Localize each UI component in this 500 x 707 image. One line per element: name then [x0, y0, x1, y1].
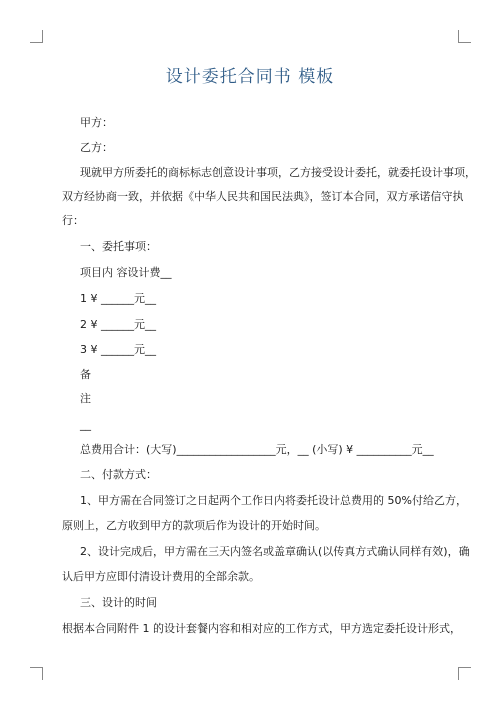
document-title: 设计委托合同书 模板	[165, 67, 335, 87]
blank-line: __	[80, 418, 91, 431]
item-header: 项目内 容设计费__	[80, 266, 172, 279]
intro-paragraph-line: 现就甲方所委托的商标标志创意设计事项，乙方接受设计委托，就委托设计事项，	[80, 166, 476, 179]
section-heading-commission: 一、委托事项：	[80, 240, 157, 253]
intro-paragraph-line: 双方经协商一致，并依据《中华人民共和国民法典》，签订本合同，双方承诺信守执	[62, 190, 464, 203]
payment-clause-line: 认后甲方应即付清设计费用的全部余款。	[62, 570, 260, 583]
item-row: 3 ¥ ______元__	[80, 343, 156, 356]
payment-clause-line: 原则上，乙方收到甲方的款项后作为设计的开始时间。	[62, 519, 326, 532]
corner-mark-bottom-right	[458, 667, 471, 680]
total-fee-line: 总费用合计：(大写)__________________元，__ (小写) ¥ __________元__	[80, 443, 434, 456]
intro-paragraph-line: 行：	[62, 214, 84, 227]
payment-clause-line: 2、设计完成后，甲方需在三天内签名或盖章确认(以传真方式确认同样有效)，确	[80, 545, 470, 558]
corner-mark-top-right	[458, 30, 471, 43]
corner-mark-bottom-left	[30, 667, 43, 680]
remark-label: 备	[80, 368, 91, 381]
section-heading-payment: 二、付款方式：	[80, 468, 157, 481]
remark-label: 注	[80, 392, 91, 405]
party-a-label: 甲方：	[80, 116, 113, 129]
item-row: 2 ¥ ______元__	[80, 318, 156, 331]
section-heading-time: 三、设计的时间	[80, 596, 157, 609]
corner-mark-top-left	[30, 30, 43, 43]
item-row: 1 ¥ ______元__	[80, 292, 156, 305]
payment-clause-line: 1、甲方需在合同签订之日起两个工作日内将委托设计总费用的 50%付给乙方，	[80, 494, 467, 507]
time-clause-line: 根据本合同附件 1 的设计套餐内容和相对应的工作方式，甲方选定委托设计形式，	[62, 622, 461, 635]
party-b-label: 乙方：	[80, 141, 113, 154]
